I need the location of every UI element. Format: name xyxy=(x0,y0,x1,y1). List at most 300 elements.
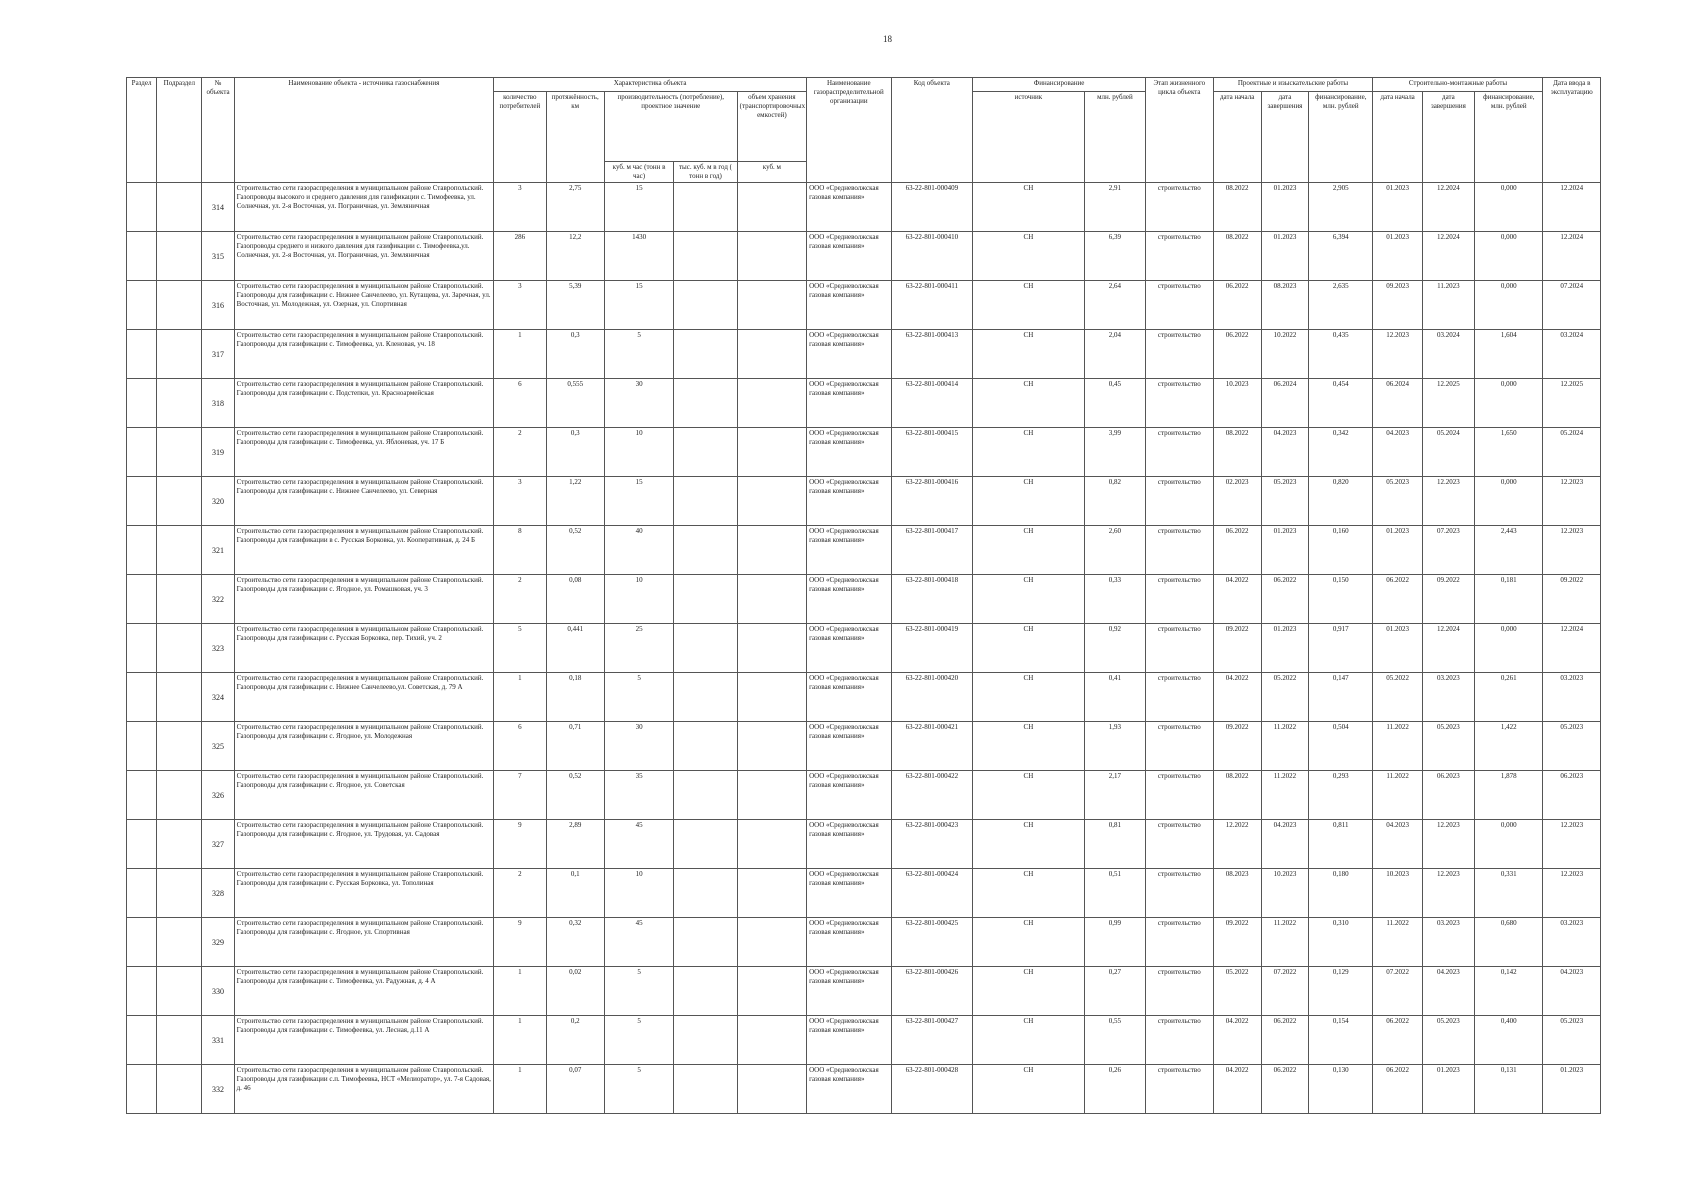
consumers-count: 3 xyxy=(494,281,546,330)
lifecycle-stage: строительство xyxy=(1146,967,1213,1016)
podrazdel-cell xyxy=(157,673,202,722)
object-code: 63-22-801-000414 xyxy=(891,379,972,428)
length-km: 0,3 xyxy=(546,330,604,379)
construction-financing: 0,331 xyxy=(1475,869,1543,918)
construction-financing: 2,443 xyxy=(1475,526,1543,575)
capacity-hour: 35 xyxy=(604,771,673,820)
consumers-count: 8 xyxy=(494,526,546,575)
header-podrazdel: Подраздел xyxy=(157,78,202,183)
design-start: 06.2022 xyxy=(1213,330,1261,379)
construction-financing: 0,400 xyxy=(1475,1016,1543,1065)
financing-amount: 2,91 xyxy=(1084,183,1145,232)
lifecycle-stage: строительство xyxy=(1146,771,1213,820)
design-start: 08.2023 xyxy=(1213,869,1261,918)
construction-start: 06.2024 xyxy=(1373,379,1422,428)
capacity-hour: 5 xyxy=(604,1016,673,1065)
object-code: 63-22-801-000419 xyxy=(891,624,972,673)
object-number: 318 xyxy=(202,379,234,428)
design-end: 04.2023 xyxy=(1261,428,1308,477)
design-start: 06.2022 xyxy=(1213,281,1261,330)
storage-volume xyxy=(737,575,806,624)
object-number: 326 xyxy=(202,771,234,820)
commissioning-date: 03.2024 xyxy=(1543,330,1601,379)
capacity-hour: 15 xyxy=(604,477,673,526)
design-financing: 0,160 xyxy=(1309,526,1373,575)
capacity-hour: 10 xyxy=(604,428,673,477)
design-end: 11.2022 xyxy=(1261,722,1308,771)
table-row xyxy=(127,673,1601,722)
header-org: Наименование газораспределительной организации xyxy=(807,78,892,183)
capacity-hour: 10 xyxy=(604,575,673,624)
razdel-cell xyxy=(127,1016,157,1065)
financing-amount: 0,55 xyxy=(1084,1016,1145,1065)
object-number: 332 xyxy=(202,1065,234,1114)
capacity-year xyxy=(674,575,737,624)
design-financing: 0,917 xyxy=(1309,624,1373,673)
capacity-hour: 5 xyxy=(604,1065,673,1114)
design-start: 04.2022 xyxy=(1213,673,1261,722)
storage-volume xyxy=(737,624,806,673)
consumers-count: 1 xyxy=(494,967,546,1016)
capacity-year xyxy=(674,967,737,1016)
design-start: 04.2022 xyxy=(1213,575,1261,624)
construction-start: 01.2023 xyxy=(1373,232,1422,281)
design-start: 02.2023 xyxy=(1213,477,1261,526)
consumers-count: 9 xyxy=(494,820,546,869)
construction-end: 03.2023 xyxy=(1422,673,1474,722)
table-row xyxy=(127,722,1601,771)
financing-source: СН xyxy=(973,673,1085,722)
construction-start: 04.2023 xyxy=(1373,820,1422,869)
design-end: 01.2023 xyxy=(1261,624,1308,673)
podrazdel-cell xyxy=(157,1016,202,1065)
design-start: 08.2022 xyxy=(1213,183,1261,232)
construction-financing: 0,000 xyxy=(1475,477,1543,526)
construction-end: 05.2024 xyxy=(1422,428,1474,477)
financing-source: СН xyxy=(973,575,1085,624)
construction-start: 11.2022 xyxy=(1373,722,1422,771)
financing-source: СН xyxy=(973,477,1085,526)
construction-start: 01.2023 xyxy=(1373,624,1422,673)
razdel-cell xyxy=(127,428,157,477)
design-end: 01.2023 xyxy=(1261,183,1308,232)
design-end: 06.2024 xyxy=(1261,379,1308,428)
construction-financing: 0,680 xyxy=(1475,918,1543,967)
construction-start: 01.2023 xyxy=(1373,526,1422,575)
header-fin-source: источник xyxy=(973,92,1085,183)
commissioning-date: 09.2022 xyxy=(1543,575,1601,624)
financing-amount: 3,99 xyxy=(1084,428,1145,477)
construction-end: 04.2023 xyxy=(1422,967,1474,1016)
construction-start: 01.2023 xyxy=(1373,183,1422,232)
capacity-year xyxy=(674,869,737,918)
org-name: ООО «Средневолжская газовая компания» xyxy=(807,379,892,428)
lifecycle-stage: строительство xyxy=(1146,1065,1213,1114)
lifecycle-stage: строительство xyxy=(1146,477,1213,526)
capacity-hour: 10 xyxy=(604,869,673,918)
razdel-cell xyxy=(127,771,157,820)
object-number: 328 xyxy=(202,869,234,918)
construction-start: 11.2022 xyxy=(1373,771,1422,820)
object-number: 314 xyxy=(202,183,234,232)
razdel-cell xyxy=(127,477,157,526)
financing-amount: 6,39 xyxy=(1084,232,1145,281)
length-km: 0,555 xyxy=(546,379,604,428)
razdel-cell xyxy=(127,232,157,281)
consumers-count: 1 xyxy=(494,1065,546,1114)
object-name: Строительство сети газораспределения в муниципальном районе Ставропольский. Газопроводы для газификации с. Тимофеевка, ул. Кленовая, уч. 18 xyxy=(234,330,494,379)
financing-amount: 0,45 xyxy=(1084,379,1145,428)
org-name: ООО «Средневолжская газовая компания» xyxy=(807,722,892,771)
capacity-year xyxy=(674,379,737,428)
lifecycle-stage: строительство xyxy=(1146,428,1213,477)
capacity-year xyxy=(674,428,737,477)
razdel-cell xyxy=(127,722,157,771)
consumers-count: 286 xyxy=(494,232,546,281)
financing-amount: 2,64 xyxy=(1084,281,1145,330)
capacity-year xyxy=(674,820,737,869)
construction-start: 04.2023 xyxy=(1373,428,1422,477)
header-design-start: дата начала xyxy=(1213,92,1261,183)
construction-end: 12.2024 xyxy=(1422,232,1474,281)
construction-financing: 0,000 xyxy=(1475,624,1543,673)
capacity-hour: 15 xyxy=(604,281,673,330)
lifecycle-stage: строительство xyxy=(1146,379,1213,428)
gas-objects-table xyxy=(126,77,1601,1114)
storage-volume xyxy=(737,722,806,771)
razdel-cell xyxy=(127,624,157,673)
length-km: 0,52 xyxy=(546,771,604,820)
design-financing: 0,435 xyxy=(1309,330,1373,379)
design-financing: 0,504 xyxy=(1309,722,1373,771)
length-km: 0,32 xyxy=(546,918,604,967)
object-name: Строительство сети газораспределения в муниципальном районе Ставропольский. Газопроводы для газификации с. Ягодное, ул. Спортивная xyxy=(234,918,494,967)
page-number: 18 xyxy=(883,34,892,44)
consumers-count: 2 xyxy=(494,869,546,918)
financing-source: СН xyxy=(973,918,1085,967)
commissioning-date: 12.2023 xyxy=(1543,869,1601,918)
financing-source: СН xyxy=(973,869,1085,918)
object-number: 323 xyxy=(202,624,234,673)
lifecycle-stage: строительство xyxy=(1146,575,1213,624)
capacity-hour: 30 xyxy=(604,722,673,771)
design-start: 04.2022 xyxy=(1213,1065,1261,1114)
table-row xyxy=(127,771,1601,820)
table-row xyxy=(127,183,1601,232)
design-end: 05.2023 xyxy=(1261,477,1308,526)
table-row xyxy=(127,428,1601,477)
commissioning-date: 12.2023 xyxy=(1543,526,1601,575)
commissioning-date: 06.2023 xyxy=(1543,771,1601,820)
table-row xyxy=(127,624,1601,673)
commissioning-date: 12.2025 xyxy=(1543,379,1601,428)
razdel-cell xyxy=(127,673,157,722)
header-length: протяжённость, км xyxy=(546,92,604,183)
length-km: 0,02 xyxy=(546,967,604,1016)
storage-volume xyxy=(737,918,806,967)
razdel-cell xyxy=(127,869,157,918)
lifecycle-stage: строительство xyxy=(1146,183,1213,232)
storage-volume xyxy=(737,673,806,722)
design-financing: 0,310 xyxy=(1309,918,1373,967)
org-name: ООО «Средневолжская газовая компания» xyxy=(807,330,892,379)
construction-start: 06.2022 xyxy=(1373,1065,1422,1114)
design-end: 10.2023 xyxy=(1261,869,1308,918)
header-num: № объекта xyxy=(202,78,234,183)
consumers-count: 2 xyxy=(494,575,546,624)
org-name: ООО «Средневолжская газовая компания» xyxy=(807,918,892,967)
object-number: 325 xyxy=(202,722,234,771)
design-financing: 0,820 xyxy=(1309,477,1373,526)
design-end: 11.2022 xyxy=(1261,918,1308,967)
construction-start: 05.2022 xyxy=(1373,673,1422,722)
design-start: 04.2022 xyxy=(1213,1016,1261,1065)
design-start: 09.2022 xyxy=(1213,624,1261,673)
financing-amount: 0,99 xyxy=(1084,918,1145,967)
table-row xyxy=(127,575,1601,624)
org-name: ООО «Средневолжская газовая компания» xyxy=(807,967,892,1016)
capacity-year xyxy=(674,673,737,722)
podrazdel-cell xyxy=(157,428,202,477)
financing-source: СН xyxy=(973,183,1085,232)
design-start: 12.2022 xyxy=(1213,820,1261,869)
consumers-count: 9 xyxy=(494,918,546,967)
construction-financing: 1,422 xyxy=(1475,722,1543,771)
construction-end: 12.2024 xyxy=(1422,624,1474,673)
design-financing: 0,180 xyxy=(1309,869,1373,918)
design-start: 05.2022 xyxy=(1213,967,1261,1016)
header-unit-hour: куб. м час (тонн в час) xyxy=(604,162,673,183)
header-name: Наименование объекта - источника газоснабжения xyxy=(234,78,494,183)
storage-volume xyxy=(737,820,806,869)
table-row xyxy=(127,1016,1601,1065)
construction-end: 12.2025 xyxy=(1422,379,1474,428)
capacity-year xyxy=(674,771,737,820)
object-name: Строительство сети газораспределения в муниципальном районе Ставропольский. Газопроводы для газификации с. Ягодное, ул. Молодежная xyxy=(234,722,494,771)
construction-end: 12.2024 xyxy=(1422,183,1474,232)
table-header xyxy=(127,78,1601,183)
construction-end: 09.2022 xyxy=(1422,575,1474,624)
object-code: 63-22-801-000423 xyxy=(891,820,972,869)
consumers-count: 1 xyxy=(494,673,546,722)
capacity-hour: 45 xyxy=(604,918,673,967)
object-name: Строительство сети газораспределения в муниципальном районе Ставропольский. Газопроводы для газификации с. Русская Борковка, ул. Тополиная xyxy=(234,869,494,918)
capacity-hour: 25 xyxy=(604,624,673,673)
design-financing: 0,154 xyxy=(1309,1016,1373,1065)
length-km: 0,1 xyxy=(546,869,604,918)
construction-financing: 1,604 xyxy=(1475,330,1543,379)
podrazdel-cell xyxy=(157,624,202,673)
length-km: 0,07 xyxy=(546,1065,604,1114)
commissioning-date: 12.2023 xyxy=(1543,477,1601,526)
object-code: 63-22-801-000424 xyxy=(891,869,972,918)
org-name: ООО «Средневолжская газовая компания» xyxy=(807,428,892,477)
podrazdel-cell xyxy=(157,820,202,869)
length-km: 5,39 xyxy=(546,281,604,330)
design-end: 06.2022 xyxy=(1261,1016,1308,1065)
header-commissioning: Дата ввода в эксплуатацию xyxy=(1543,78,1601,183)
object-code: 63-22-801-000422 xyxy=(891,771,972,820)
construction-financing: 0,000 xyxy=(1475,232,1543,281)
commissioning-date: 12.2024 xyxy=(1543,232,1601,281)
podrazdel-cell xyxy=(157,183,202,232)
financing-source: СН xyxy=(973,379,1085,428)
podrazdel-cell xyxy=(157,232,202,281)
design-end: 07.2022 xyxy=(1261,967,1308,1016)
construction-financing: 0,142 xyxy=(1475,967,1543,1016)
financing-source: СН xyxy=(973,967,1085,1016)
podrazdel-cell xyxy=(157,918,202,967)
lifecycle-stage: строительство xyxy=(1146,624,1213,673)
capacity-year xyxy=(674,477,737,526)
object-code: 63-22-801-000420 xyxy=(891,673,972,722)
razdel-cell xyxy=(127,1065,157,1114)
construction-financing: 1,878 xyxy=(1475,771,1543,820)
construction-end: 01.2023 xyxy=(1422,1065,1474,1114)
consumers-count: 3 xyxy=(494,183,546,232)
financing-source: СН xyxy=(973,624,1085,673)
object-code: 63-22-801-000425 xyxy=(891,918,972,967)
length-km: 12,2 xyxy=(546,232,604,281)
podrazdel-cell xyxy=(157,869,202,918)
lifecycle-stage: строительство xyxy=(1146,918,1213,967)
lifecycle-stage: строительство xyxy=(1146,673,1213,722)
object-number: 316 xyxy=(202,281,234,330)
design-financing: 0,130 xyxy=(1309,1065,1373,1114)
financing-amount: 2,60 xyxy=(1084,526,1145,575)
lifecycle-stage: строительство xyxy=(1146,232,1213,281)
header-lifecycle: Этап жизненного цикла объекта xyxy=(1146,78,1213,183)
capacity-year xyxy=(674,1065,737,1114)
object-number: 319 xyxy=(202,428,234,477)
table-row xyxy=(127,477,1601,526)
construction-end: 05.2023 xyxy=(1422,1016,1474,1065)
capacity-hour: 40 xyxy=(604,526,673,575)
podrazdel-cell xyxy=(157,1065,202,1114)
construction-financing: 0,261 xyxy=(1475,673,1543,722)
commissioning-date: 07.2024 xyxy=(1543,281,1601,330)
consumers-count: 7 xyxy=(494,771,546,820)
object-name: Строительство сети газораспределения в муниципальном районе Ставропольский. Газопроводы для газификации с. Подстепки, ул. Красноармейская xyxy=(234,379,494,428)
consumers-count: 1 xyxy=(494,1016,546,1065)
lifecycle-stage: строительство xyxy=(1146,330,1213,379)
capacity-year xyxy=(674,183,737,232)
org-name: ООО «Средневолжская газовая компания» xyxy=(807,526,892,575)
capacity-year xyxy=(674,330,737,379)
length-km: 2,89 xyxy=(546,820,604,869)
financing-amount: 0,81 xyxy=(1084,820,1145,869)
header-fin-amount: млн. рублей xyxy=(1084,92,1145,183)
object-name: Строительство сети газораспределения в муниципальном районе Ставропольский. Газопроводы высокого и среднего давления для газификации с. Тимофеевка, ул. Солнечная, ул. 2-я Восточная, ул. Пограничная, ул. Земляничная xyxy=(234,183,494,232)
object-number: 322 xyxy=(202,575,234,624)
razdel-cell xyxy=(127,526,157,575)
header-storage: объем хранения (транспортировочных емкостей) xyxy=(737,92,806,162)
podrazdel-cell xyxy=(157,967,202,1016)
capacity-year xyxy=(674,281,737,330)
commissioning-date: 12.2024 xyxy=(1543,183,1601,232)
object-number: 330 xyxy=(202,967,234,1016)
commissioning-date: 05.2023 xyxy=(1543,1016,1601,1065)
construction-financing: 0,000 xyxy=(1475,820,1543,869)
design-start: 09.2022 xyxy=(1213,918,1261,967)
org-name: ООО «Средневолжская газовая компания» xyxy=(807,771,892,820)
construction-start: 12.2023 xyxy=(1373,330,1422,379)
razdel-cell xyxy=(127,967,157,1016)
lifecycle-stage: строительство xyxy=(1146,722,1213,771)
construction-start: 10.2023 xyxy=(1373,869,1422,918)
object-name: Строительство сети газораспределения в муниципальном районе Ставропольский. Газопроводы для газификации с. Русская Борковка, пер. Тихий, уч. 2 xyxy=(234,624,494,673)
object-number: 327 xyxy=(202,820,234,869)
table-row xyxy=(127,1065,1601,1114)
podrazdel-cell xyxy=(157,477,202,526)
financing-amount: 0,27 xyxy=(1084,967,1145,1016)
consumers-count: 2 xyxy=(494,428,546,477)
capacity-hour: 30 xyxy=(604,379,673,428)
object-code: 63-22-801-000416 xyxy=(891,477,972,526)
length-km: 0,2 xyxy=(546,1016,604,1065)
length-km: 0,08 xyxy=(546,575,604,624)
construction-start: 07.2022 xyxy=(1373,967,1422,1016)
object-name: Строительство сети газораспределения в муниципальном районе Ставропольский. Газопроводы для газификации с. Тимофеевка, ул. Яблоневая, уч. 17 Б xyxy=(234,428,494,477)
design-start: 06.2022 xyxy=(1213,526,1261,575)
object-code: 63-22-801-000410 xyxy=(891,232,972,281)
consumers-count: 3 xyxy=(494,477,546,526)
org-name: ООО «Средневолжская газовая компания» xyxy=(807,232,892,281)
commissioning-date: 05.2023 xyxy=(1543,722,1601,771)
commissioning-date: 04.2023 xyxy=(1543,967,1601,1016)
razdel-cell xyxy=(127,575,157,624)
storage-volume xyxy=(737,1065,806,1114)
financing-amount: 0,26 xyxy=(1084,1065,1145,1114)
construction-start: 09.2023 xyxy=(1373,281,1422,330)
org-name: ООО «Средневолжская газовая компания» xyxy=(807,820,892,869)
header-cons-end: дата завершения xyxy=(1422,92,1474,183)
financing-amount: 0,51 xyxy=(1084,869,1145,918)
capacity-year xyxy=(674,232,737,281)
object-number: 324 xyxy=(202,673,234,722)
design-financing: 2,905 xyxy=(1309,183,1373,232)
construction-start: 11.2022 xyxy=(1373,918,1422,967)
header-design-fin: финансирование, млн. рублей xyxy=(1309,92,1373,183)
table-row xyxy=(127,967,1601,1016)
razdel-cell xyxy=(127,281,157,330)
financing-source: СН xyxy=(973,1016,1085,1065)
financing-source: СН xyxy=(973,722,1085,771)
construction-end: 06.2023 xyxy=(1422,771,1474,820)
capacity-year xyxy=(674,624,737,673)
capacity-year xyxy=(674,722,737,771)
object-code: 63-22-801-000428 xyxy=(891,1065,972,1114)
object-name: Строительство сети газораспределения в муниципальном районе Ставропольский. Газопроводы для газификации с. Тимофеевка, ул. Лесная, д.11 А xyxy=(234,1016,494,1065)
object-number: 320 xyxy=(202,477,234,526)
design-start: 09.2022 xyxy=(1213,722,1261,771)
object-code: 63-22-801-000411 xyxy=(891,281,972,330)
object-code: 63-22-801-000427 xyxy=(891,1016,972,1065)
commissioning-date: 01.2023 xyxy=(1543,1065,1601,1114)
storage-volume xyxy=(737,1016,806,1065)
lifecycle-stage: строительство xyxy=(1146,869,1213,918)
financing-amount: 2,04 xyxy=(1084,330,1145,379)
razdel-cell xyxy=(127,820,157,869)
header-cons-start: дата начала xyxy=(1373,92,1422,183)
object-code: 63-22-801-000413 xyxy=(891,330,972,379)
financing-source: СН xyxy=(973,330,1085,379)
object-name: Строительство сети газораспределения в муниципальном районе Ставропольский. Газопроводы для газификации с. Нижнее Санчелеево,ул. Советская, д. 79 А xyxy=(234,673,494,722)
length-km: 0,18 xyxy=(546,673,604,722)
storage-volume xyxy=(737,232,806,281)
object-number: 331 xyxy=(202,1016,234,1065)
podrazdel-cell xyxy=(157,379,202,428)
